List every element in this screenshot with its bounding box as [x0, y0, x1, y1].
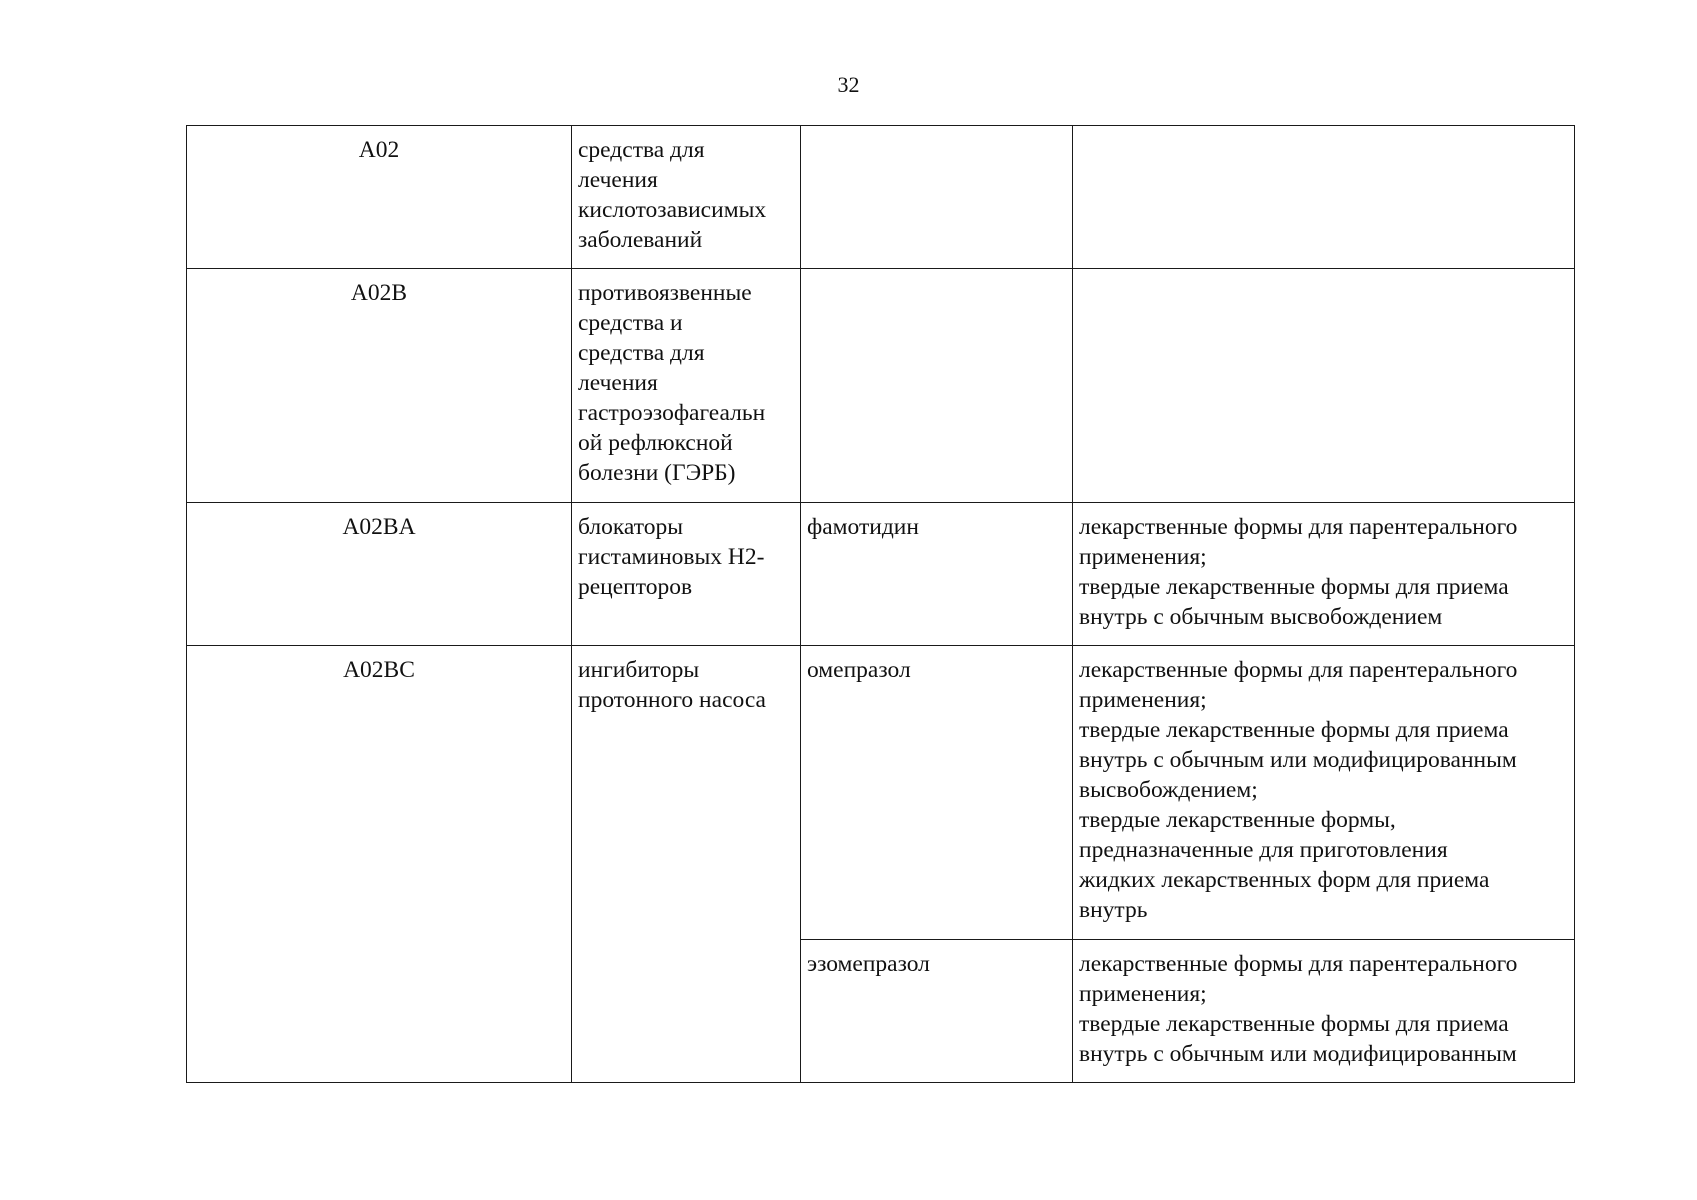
- dosage-form-line: твердые лекарственные формы для приема: [1079, 1011, 1509, 1037]
- dosage-form-line: высвобождением;: [1079, 777, 1258, 803]
- dosage-form-line: внутрь с обычным или модифицированным: [1079, 1041, 1517, 1067]
- table-row: [187, 269, 1575, 503]
- group-name-line: рецепторов: [578, 574, 693, 600]
- group-name-line: заболеваний: [578, 227, 703, 253]
- group-name-cell: [572, 503, 801, 646]
- group-name-line: лечения: [578, 370, 658, 396]
- dosage-form-line: применения;: [1079, 544, 1207, 570]
- drug-classification-table: [186, 125, 1575, 1083]
- dosage-form-line: внутрь: [1079, 897, 1148, 923]
- drug-name-cell: фамотидин: [801, 503, 1073, 646]
- dosage-form-line: предназначенные для приготовления: [1079, 837, 1448, 863]
- drug-name-cell: омепразол: [801, 646, 1073, 940]
- dosage-form-line: твердые лекарственные формы,: [1079, 807, 1396, 833]
- dosage-form-cell: [1073, 269, 1575, 503]
- atc-code-cell: A02BC: [187, 646, 572, 1083]
- group-name-line: средства для: [578, 340, 705, 366]
- table-row: [187, 126, 1575, 269]
- group-name-cell: [572, 646, 801, 1083]
- atc-code-cell: A02B: [187, 269, 572, 503]
- group-name-line: протонного насоса: [578, 687, 766, 713]
- dosage-form-line: внутрь с обычным или модифицированным: [1079, 747, 1517, 773]
- group-name-cell: [572, 269, 801, 503]
- dosage-form-cell: [1073, 126, 1575, 269]
- group-name-line: гистаминовых H2-: [578, 544, 765, 570]
- dosage-form-line: лекарственные формы для парентерального: [1079, 657, 1518, 683]
- page-number: 32: [837, 72, 860, 97]
- dosage-form-line: жидких лекарственных форм для приема: [1079, 867, 1490, 893]
- group-name-line: болезни (ГЭРБ): [578, 460, 736, 486]
- group-name-line: средства и: [578, 310, 683, 336]
- atc-code-cell: A02BA: [187, 503, 572, 646]
- group-name-line: блокаторы: [578, 514, 683, 540]
- group-name-line: средства для: [578, 137, 705, 163]
- dosage-form-line: твердые лекарственные формы для приема: [1079, 574, 1509, 600]
- drug-name-cell: эзомепразол: [801, 940, 1073, 1083]
- dosage-form-line: внутрь с обычным высвобождением: [1079, 604, 1443, 630]
- group-name-line: кислотозависимых: [578, 197, 767, 223]
- group-name-cell: [572, 126, 801, 269]
- dosage-form-line: лекарственные формы для парентерального: [1079, 951, 1518, 977]
- group-name-line: ингибиторы: [578, 657, 700, 683]
- dosage-form-line: лекарственные формы для парентерального: [1079, 514, 1518, 540]
- group-name-line: ой рефлюксной: [578, 430, 733, 456]
- dosage-form-line: твердые лекарственные формы для приема: [1079, 717, 1509, 743]
- atc-code-cell: A02: [187, 126, 572, 269]
- dosage-form-cell: [1073, 503, 1575, 646]
- drug-name-cell: [801, 126, 1073, 269]
- dosage-form-line: применения;: [1079, 981, 1207, 1007]
- dosage-form-line: применения;: [1079, 687, 1207, 713]
- group-name-line: гастроэзофагеальн: [578, 400, 766, 426]
- group-name-line: противоязвенные: [578, 280, 752, 306]
- dosage-form-cell: [1073, 646, 1575, 940]
- group-name-line: лечения: [578, 167, 658, 193]
- table-row: [187, 646, 1575, 940]
- table-row: [187, 503, 1575, 646]
- drug-name-cell: [801, 269, 1073, 503]
- dosage-form-cell: [1073, 940, 1575, 1083]
